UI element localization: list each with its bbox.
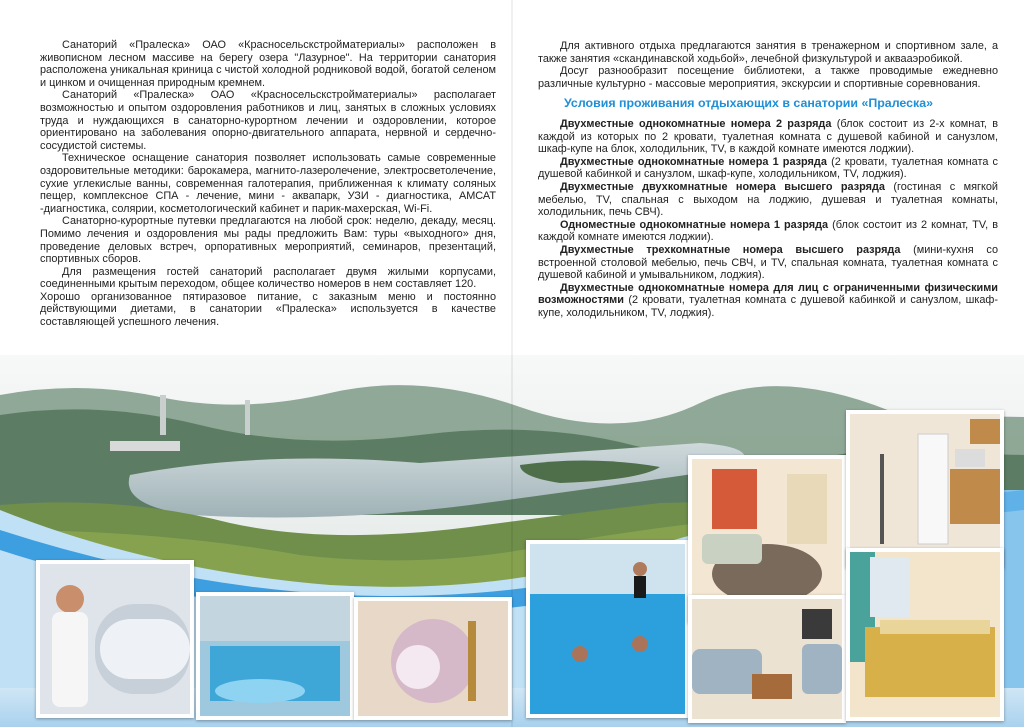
room-desc: (блок состоит из 2-х комнат, в каждой из которых по 2 кровати, туалетная комната с душевой кабиной и санузлом, шкаф-купе на блок, холодильник, TV, в каждой комнате имеются лоджии).	[538, 117, 999, 156]
left-text-block	[40, 39, 496, 329]
room-desc: (блок состоит из 2 комнат, TV, в каждой комнате имеются лоджии).	[538, 218, 998, 244]
photo-bedroom	[846, 548, 1004, 721]
right-text-block	[538, 40, 998, 319]
room-name: Двухместные трехкомнатные номера высшего разряда	[560, 243, 901, 256]
photo-living-room	[688, 595, 846, 723]
photo-solarium	[354, 597, 512, 720]
room-entry	[538, 181, 998, 219]
room-desc: (мини-кухня со встроенной столовой мебелью, печь СВЧ, и TV, спальная комната, туалетная комната с душевой кабиной и умывальником, лоджия).	[538, 243, 999, 282]
room-entry	[538, 156, 998, 181]
room-entry	[538, 118, 998, 156]
paragraph: Санаторно-курортные путевки предлагаются на любой срок: неделю, декаду, месяц. Помимо лечения и оздоровления мы рады предложить Вам: туры «выходного» дня, проведение деловых встреч, орпоративных мероприятий, семинаров, презентаций, спортивных сборов.	[40, 215, 496, 266]
photo-aquaerobics	[526, 540, 689, 718]
room-desc: (2 кровати, туалетная комната с душевой кабинкой и санузлом, шкаф-купе, холодильником, TV, лоджия).	[538, 155, 999, 181]
paragraph: Досуг разнообразит посещение библиотеки, а также проводимые ежедневно различные культурно - массовые мероприятия, экскурсии и спортивные соревнования.	[538, 65, 998, 90]
paragraph-closing: Хорошо организованное пятиразовое питание, с заказным меню и постоянно действующими диетами, в санатории «Пралеска» используется в качестве составляющей успешного лечения.	[40, 290, 496, 329]
paragraph: Для размещения гостей санаторий располагает двумя жилыми корпусами, соединенными крытым переходом, общее количество номеров в нем составляет 120.	[40, 265, 496, 291]
room-name: Одноместные однокомнатные номера 1 разряда	[560, 218, 829, 231]
paragraph: Санаторий «Пралеска» ОАО «Красносельскстройматериалы» располагает возможностью и опытом оздоровления работников и лиц, занятых в сложных условиях труда и нуждающихся в санаторно-курортном лечении и оздоровлении, которое ориентировано на заболевания опорно-двигательного аппарата, нервной и сердечно-сосудистой системы.	[40, 89, 496, 152]
room-desc: (гостиная с мягкой мебелью, TV, спальная с выходом на лоджию, душевая и туалетная комнаты, холодильник, печь СВЧ).	[538, 180, 998, 219]
room-name: Двухместные двухкомнатные номера высшего разряда	[560, 180, 885, 193]
paragraph: Техническое оснащение санатория позволяет использовать самые современные оздоровительные методики: барокамера, магнито-лазеролечение, электросветолечение, сухие углекислые ванны, современная галотерапия, приближенная к климату соляных пещер, комплексное СПА - лечение, мини - аквапарк, УЗИ - диагностика, АМСАТ -диагностика, солярии, косметологический кабинет и парик-махерская, Wi-Fi.	[40, 152, 496, 215]
photo-mini-kitchen	[846, 410, 1004, 568]
paragraph: Для активного отдыха предлагаются занятия в тренажерном и спортивном зале, а также занятия «скандинавской ходьбой», лечебной физкультурой и аквааэробикой.	[538, 40, 998, 65]
photo-indoor-pool	[196, 592, 354, 720]
page-fold	[511, 0, 513, 727]
photo-pressure-chamber	[36, 560, 194, 718]
room-name: Двухместные однокомнатные номера 2 разряда	[560, 117, 832, 130]
room-entry	[538, 282, 998, 320]
room-entry	[538, 219, 998, 244]
room-entry	[538, 244, 998, 282]
room-desc: (2 кровати, туалетная комната с душевой кабинкой и санузлом, шкаф-купе, холодильником, TV, лоджия).	[538, 294, 999, 319]
paragraph: Санаторий «Пралеска» ОАО «Красносельскстройматериалы» расположен в живописном лесном массиве на берегу озера "Лазурное". На территории санатория расположена уникальная криница с чистой холодной родниковой водой, богатой селеном и цинком и очищенная природным кремнем.	[40, 39, 496, 89]
room-name: Двухместные однокомнатные номера 1 разряда	[560, 155, 827, 168]
section-heading: Условия проживания отдыхающих в санатории «Пралеска»	[564, 96, 934, 111]
room-name: Двухместные однокомнатные номера для лиц с ограниченными физическими возможностями	[538, 281, 998, 307]
